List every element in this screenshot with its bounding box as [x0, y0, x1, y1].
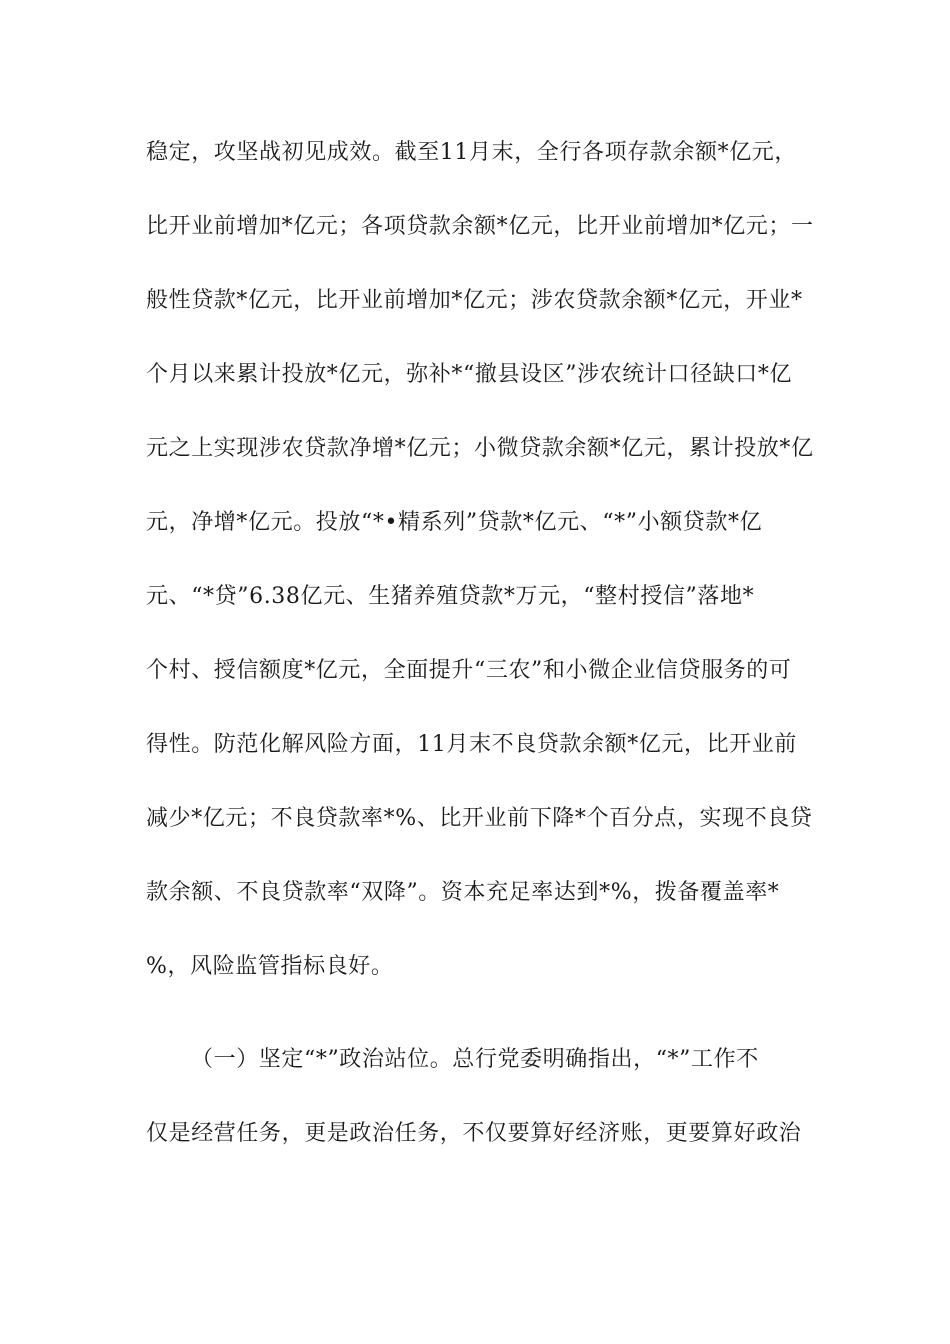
paragraph-line: 元、“*贷”6.38亿元、生猪养殖贷款*万元，“整村授信”落地* — [146, 584, 755, 609]
paragraph-line: 款余额、不良贷款率“双降”。资本充足率达到*%，拨备覆盖率* — [146, 880, 780, 905]
paragraph-line: 比开业前增加*亿元；各项贷款余额*亿元，比开业前增加*亿元；一 — [146, 214, 814, 239]
paragraph-line: 元之上实现涉农贷款净增*亿元；小微贷款余额*亿元，累计投放*亿 — [146, 436, 814, 461]
paragraph-line: 稳定，攻坚战初见成效。截至11月末，全行各项存款余额*亿元， — [146, 140, 797, 165]
paragraph-line: 得性。防范化解风险方面，11月末不良贷款余额*亿元，比开业前 — [146, 732, 797, 757]
paragraph-line: 仅是经营任务，更是政治任务，不仅要算好经济账，更要算好政治 — [146, 1121, 802, 1146]
section-heading-line: （一）坚定“*”政治站位。总行党委明确指出，“*”工作不 — [191, 1047, 759, 1072]
paragraph-line: %，风险监管指标良好。 — [146, 954, 394, 979]
paragraph-line: 减少*亿元；不良贷款率*%、比开业前下降*个百分点，实现不良贷 — [146, 806, 813, 831]
paragraph-line: 个月以来累计投放*亿元，弥补*“撤县设区”涉农统计口径缺口*亿 — [146, 362, 793, 387]
paragraph-line: 般性贷款*亿元，比开业前增加*亿元；涉农贷款余额*亿元，开业* — [146, 288, 803, 313]
paragraph-line: 元，净增*亿元。投放“*•精系列”贷款*亿元、“*”小额贷款*亿 — [146, 510, 763, 535]
paragraph-line: 个村、授信额度*亿元，全面提升“三农”和小微企业信贷服务的可 — [146, 658, 792, 683]
